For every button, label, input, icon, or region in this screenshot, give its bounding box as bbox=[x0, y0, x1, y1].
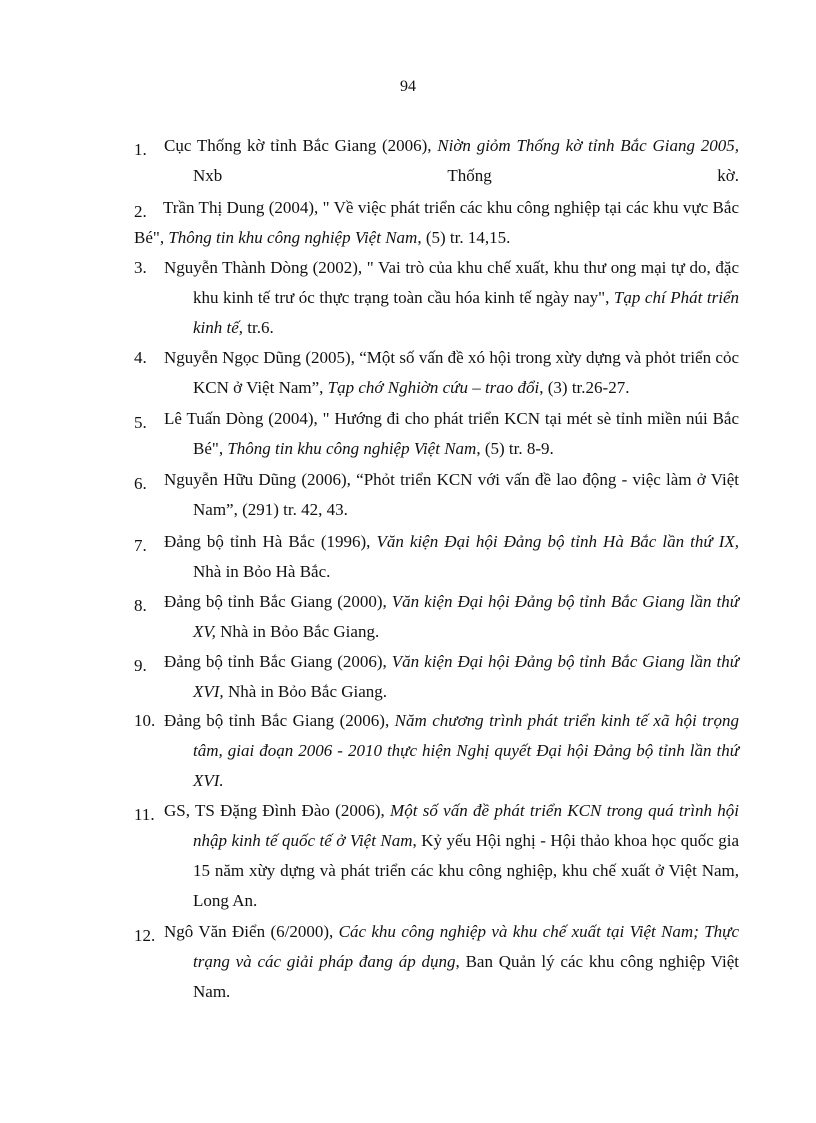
reference-publisher: , (5) tr. 8-9. bbox=[476, 439, 554, 458]
reference-text bbox=[134, 706, 739, 796]
reference-publisher: Nxb Thống kờ. bbox=[193, 166, 739, 185]
reference-title: Một số vấn đề phát triển KCN trong quá trình hội nhập kinh tế quốc tế ở Việt Nam bbox=[193, 801, 739, 850]
reference-title: Tạp chớ Nghiờn cứu – trao đổi bbox=[327, 378, 540, 397]
reference-author: Đảng bộ tỉnh Hà Bắc (1996), bbox=[164, 532, 377, 551]
reference-author: Ngô Văn Điển (6/2000), bbox=[164, 922, 339, 941]
reference-title: Văn kiện Đại hội Đảng bộ tỉnh Hà Bắc lần thứ IX, bbox=[376, 532, 740, 551]
reference-title: Thông tin khu công nghiệp Việt Nam bbox=[168, 228, 418, 247]
reference-author: Lê Tuấn Dòng (2004), " Hướng đi cho phát triển KCN tại mét sè tỉnh miền núi Bắc Bé", bbox=[164, 409, 739, 458]
reference-number: 4. bbox=[134, 348, 147, 367]
reference-number: 6. bbox=[134, 474, 147, 493]
reference-text bbox=[134, 131, 739, 191]
reference-number: 5. bbox=[134, 413, 147, 432]
reference-item-1 bbox=[134, 131, 739, 191]
reference-author: Đảng bộ tỉnh Bắc Giang (2006), bbox=[164, 711, 395, 730]
reference-item-9 bbox=[134, 647, 739, 707]
reference-item-6 bbox=[134, 465, 739, 525]
reference-title: Niờn giỏm Thống kờ tỉnh Bắc Giang 2005, bbox=[437, 136, 739, 155]
reference-item-5 bbox=[134, 404, 739, 464]
reference-item-7 bbox=[134, 527, 739, 587]
reference-title: Năm chương trình phát triển kinh tế xã hội trọng tâm, giai đoạn 2006 - 2010 thực hiện Nghị quyết Đại hội Đảng bộ tỉnh lần thứ XVI. bbox=[193, 711, 739, 790]
reference-title: Các khu công nghiệp và khu chế xuất tại Việt Nam; Thực trạng và các giải pháp đang áp dụng bbox=[193, 922, 739, 971]
reference-text bbox=[134, 253, 739, 343]
reference-text bbox=[134, 587, 739, 647]
reference-author: Đảng bộ tỉnh Bắc Giang (2006), bbox=[164, 652, 392, 671]
reference-number: 11. bbox=[134, 805, 155, 824]
reference-author: Đảng bộ tỉnh Bắc Giang (2000), bbox=[164, 592, 392, 611]
reference-item-2 bbox=[134, 193, 739, 253]
reference-title: Tạp chí Phát triển kinh tế, bbox=[193, 288, 739, 337]
reference-title: Thông tin khu công nghiệp Việt Nam bbox=[227, 439, 477, 458]
page-number: 94 bbox=[400, 78, 416, 95]
reference-author: Nguyễn Thành Dòng (2002), " Vai trò của khu chế xuất, khu thư ong mại tự do, đặc khu kinh tế trư óc thực trạng toàn cầu hóa kinh tế ngày nay", bbox=[164, 258, 739, 307]
reference-text bbox=[134, 193, 739, 253]
reference-author: Nguyễn Ngọc Dũng (2005), “Một số vấn đề xó hội trong xừy dựng và phỏt triển cỏc KCN ở Việt Nam”, bbox=[164, 348, 739, 397]
reference-number: 10. bbox=[134, 711, 156, 730]
reference-item-10 bbox=[134, 706, 739, 796]
reference-publisher: , Ban Quản lý các khu công nghiệp Việt Nam. bbox=[193, 952, 740, 1001]
reference-publisher: , Kỷ yếu Hội nghị - Hội thảo khoa học quốc gia 15 năm xừy dựng và phát triển các khu công nghiệp, khu chế xuất ở Việt Nam, Long An. bbox=[193, 831, 739, 910]
reference-number: 12. bbox=[134, 926, 156, 945]
reference-number: 9. bbox=[134, 656, 147, 675]
reference-publisher: Nhà in Bỏo Bắc Giang. bbox=[223, 682, 388, 701]
reference-text bbox=[134, 404, 739, 464]
reference-author: Trần Thị Dung (2004), " Về việc phát triển các khu công nghiệp tại các khu vực Bắc Bé", bbox=[134, 198, 739, 247]
reference-text bbox=[134, 917, 739, 1007]
reference-publisher: Nhà in Bỏo Bắc Giang. bbox=[215, 622, 380, 641]
reference-text bbox=[134, 796, 739, 916]
reference-number: 2. bbox=[134, 202, 147, 221]
reference-title: Văn kiện Đại hội Đảng bộ tỉnh Bắc Giang lần thứ XVI, bbox=[193, 652, 739, 701]
reference-publisher: tr.6. bbox=[243, 318, 274, 337]
reference-item-3 bbox=[134, 253, 739, 343]
reference-author: Cục Thống kờ tỉnh Bắc Giang (2006), bbox=[164, 136, 438, 155]
reference-publisher: , (3) tr.26-27. bbox=[539, 378, 630, 397]
reference-publisher: , (5) tr. 14,15. bbox=[417, 228, 511, 247]
reference-item-4 bbox=[134, 343, 739, 403]
reference-item-8 bbox=[134, 587, 739, 647]
reference-number: 8. bbox=[134, 596, 147, 615]
reference-text bbox=[134, 465, 739, 525]
reference-number: 7. bbox=[134, 536, 147, 555]
reference-text bbox=[134, 647, 739, 707]
reference-text bbox=[134, 343, 739, 403]
reference-title: Văn kiện Đại hội Đảng bộ tỉnh Bắc Giang lần thứ XV, bbox=[193, 592, 739, 641]
reference-publisher: Nhà in Bỏo Hà Bắc. bbox=[193, 562, 331, 581]
reference-author: Nguyễn Hữu Dũng (2006), “Phỏt triển KCN với vấn đề lao động - việc làm ở Việt Nam”, (291) tr. 42, 43. bbox=[164, 470, 739, 519]
reference-item-12 bbox=[134, 917, 739, 1007]
reference-item-11 bbox=[134, 796, 739, 916]
reference-author: GS, TS Đặng Đình Đào (2006), bbox=[164, 801, 391, 820]
reference-number: 1. bbox=[134, 140, 147, 159]
reference-number: 3. bbox=[134, 258, 147, 277]
reference-text bbox=[134, 527, 739, 587]
